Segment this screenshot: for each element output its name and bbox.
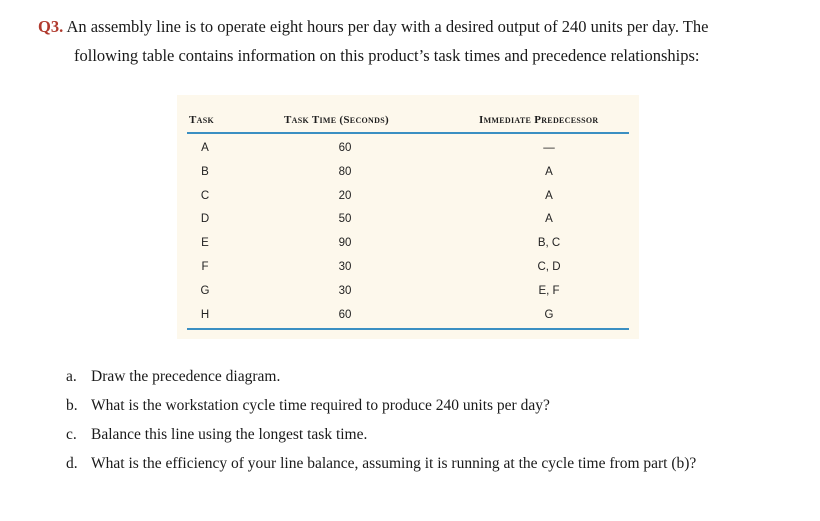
cell-predecessor: B, C: [537, 237, 561, 250]
cell-time: 90: [338, 237, 352, 250]
part-letter: a.: [66, 368, 77, 385]
table-row: [177, 281, 639, 305]
table-row: [177, 305, 639, 329]
cell-task: D: [200, 213, 210, 226]
table-footer-rule: [187, 328, 629, 330]
table-row: [177, 257, 639, 281]
table-body: [177, 138, 639, 328]
question-line-1: [38, 12, 808, 41]
cell-task: E: [201, 237, 209, 250]
question-block: [38, 12, 808, 70]
question-number: Q3.: [38, 17, 64, 36]
question-part-a: [66, 368, 806, 397]
task-table: [177, 95, 639, 339]
part-letter: b.: [66, 397, 78, 414]
table-row: [177, 186, 639, 210]
header-task: Task: [189, 114, 214, 126]
part-text: What is the workstation cycle time required to produce 240 units per day?: [91, 397, 550, 414]
part-text: Balance this line using the longest task time.: [91, 426, 368, 443]
question-text-line-1: An assembly line is to operate eight hours per day with a desired output of 240 units per day. The: [66, 17, 709, 36]
table-row: [177, 138, 639, 162]
cell-task: H: [200, 308, 210, 321]
cell-time: 30: [338, 284, 352, 297]
question-part-b: [66, 397, 806, 426]
part-text: Draw the precedence diagram.: [91, 368, 281, 385]
cell-time: 60: [338, 142, 352, 154]
part-letter: d.: [66, 455, 78, 472]
cell-predecessor: A: [545, 213, 553, 226]
cell-task: B: [201, 165, 209, 178]
cell-time: 50: [338, 213, 352, 226]
cell-time: 20: [338, 189, 352, 202]
cell-time: 80: [338, 165, 352, 178]
question-text-line-2: following table contains information on this product’s task times and precedence relationships:: [74, 46, 700, 65]
cell-task: C: [200, 189, 210, 202]
part-text: What is the efficiency of your line balance, assuming it is running at the cycle time from part (b)?: [91, 455, 697, 472]
cell-predecessor: G: [544, 308, 554, 321]
table-row: [177, 209, 639, 233]
cell-task: A: [201, 142, 209, 154]
header-task-time: Task Time (Seconds): [284, 114, 389, 126]
question-parts: [66, 368, 806, 484]
cell-task: G: [200, 284, 210, 297]
cell-time: 60: [338, 308, 352, 321]
cell-task: F: [201, 260, 209, 273]
cell-predecessor: A: [545, 189, 553, 202]
cell-predecessor: E, F: [538, 284, 560, 297]
question-part-c: [66, 426, 806, 455]
question-part-d: [66, 455, 806, 484]
cell-time: 30: [338, 260, 352, 273]
table-row: [177, 233, 639, 257]
part-letter: c.: [66, 426, 77, 443]
cell-predecessor: —: [543, 142, 555, 154]
header-immediate-predecessor: Immediate Predecessor: [479, 114, 599, 126]
table-row: [177, 162, 639, 186]
table-header-rule: [187, 132, 629, 134]
cell-predecessor: C, D: [537, 260, 561, 273]
cell-predecessor: A: [545, 165, 553, 178]
